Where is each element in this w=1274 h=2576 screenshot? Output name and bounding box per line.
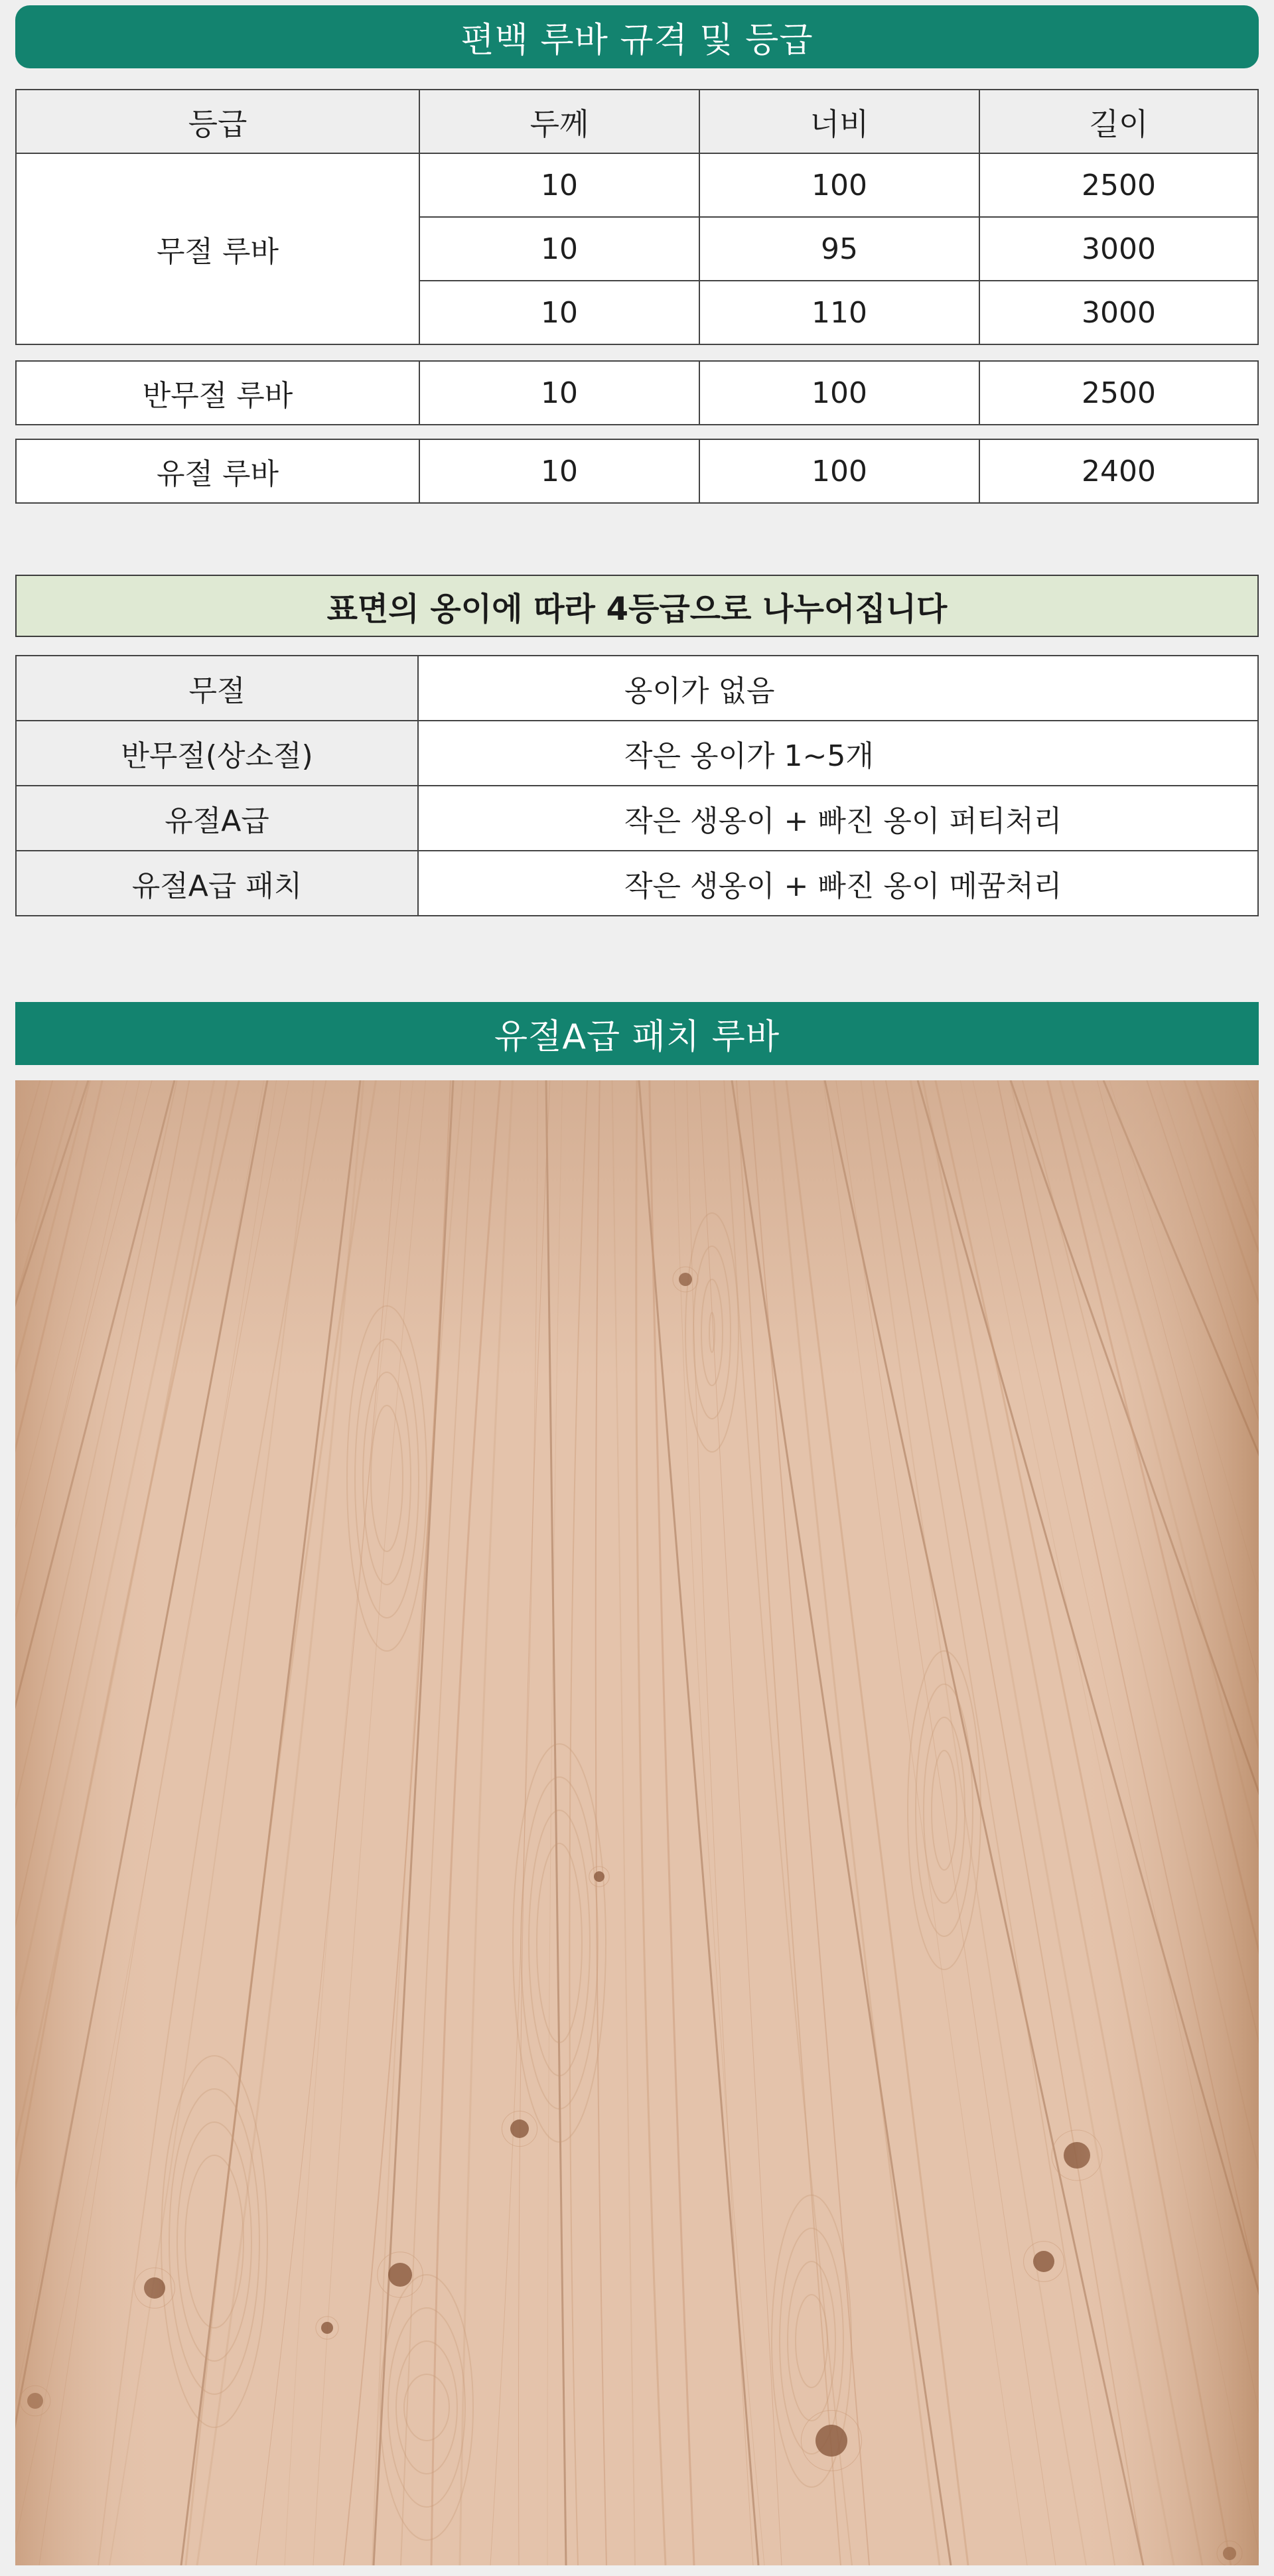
width-cell: 95 [699, 217, 979, 281]
table-row [16, 361, 1258, 425]
width-cell: 110 [699, 281, 979, 344]
thickness-cell: 10 [419, 361, 699, 425]
spec-banner-title: 편백 루바 규격 및 등급 [460, 21, 814, 60]
grade-table [15, 655, 1259, 916]
width-cell: 100 [699, 361, 979, 425]
grade-desc: 작은 생옹이 + 빠진 옹이 메꿈처리 [418, 851, 1258, 916]
spec-group-clear [15, 153, 1259, 345]
thickness-cell: 10 [419, 439, 699, 503]
header-grade: 등급 [16, 90, 419, 154]
length-cell: 2500 [979, 153, 1258, 217]
spec-table-header [15, 89, 1259, 155]
cypress-wood-paneling-photo [15, 1080, 1259, 2565]
table-row [16, 656, 1258, 721]
photo-banner [15, 1002, 1259, 1065]
spec-group-knotty [15, 439, 1259, 504]
grade-banner [15, 575, 1259, 637]
thickness-cell: 10 [419, 281, 699, 344]
wood-grain-icon [15, 1080, 1259, 2565]
width-cell: 100 [699, 153, 979, 217]
thickness-cell: 10 [419, 217, 699, 281]
grade-cell: 무절 루바 [16, 153, 419, 344]
width-cell: 100 [699, 439, 979, 503]
table-row [16, 786, 1258, 851]
grade-label: 무절 [16, 656, 418, 721]
grade-desc: 작은 생옹이 + 빠진 옹이 퍼티처리 [418, 786, 1258, 851]
photo-banner-title: 유절A급 패치 루바 [494, 1017, 780, 1057]
spec-banner [15, 5, 1259, 68]
length-cell: 2400 [979, 439, 1258, 503]
grade-desc: 작은 옹이가 1~5개 [418, 721, 1258, 786]
header-length: 길이 [979, 90, 1258, 154]
length-cell: 3000 [979, 217, 1258, 281]
length-cell: 2500 [979, 361, 1258, 425]
grade-banner-title: 표면의 옹이에 따라 4등급으로 나누어집니다 [326, 590, 948, 628]
header-width: 너비 [699, 90, 979, 154]
thickness-cell: 10 [419, 153, 699, 217]
table-row [16, 153, 1258, 217]
grade-desc: 옹이가 없음 [418, 656, 1258, 721]
header-thickness: 두께 [419, 90, 699, 154]
grade-cell: 반무절 루바 [16, 361, 419, 425]
table-row [16, 721, 1258, 786]
length-cell: 3000 [979, 281, 1258, 344]
table-row [16, 851, 1258, 916]
grade-cell: 유절 루바 [16, 439, 419, 503]
spec-group-semi-clear [15, 360, 1259, 425]
grade-label: 유절A급 패치 [16, 851, 418, 916]
table-row [16, 439, 1258, 503]
grade-label: 유절A급 [16, 786, 418, 851]
grade-label: 반무절(상소절) [16, 721, 418, 786]
